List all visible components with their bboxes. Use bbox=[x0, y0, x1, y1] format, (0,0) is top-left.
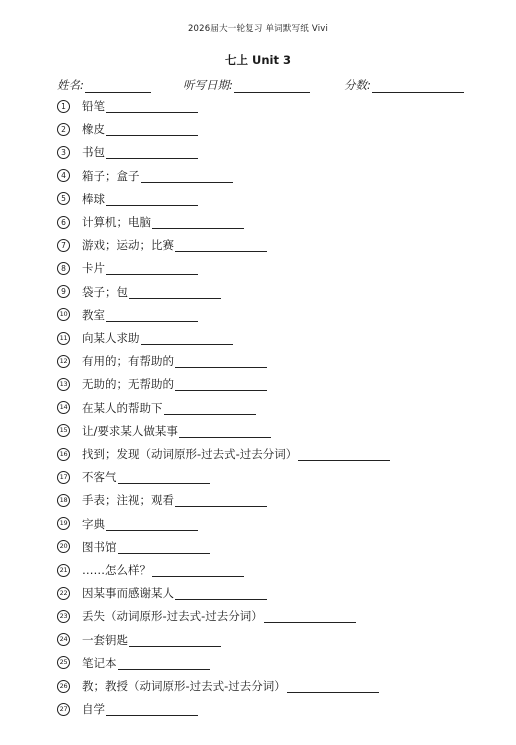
answer-blank[interactable] bbox=[152, 215, 244, 229]
answer-blank[interactable] bbox=[164, 401, 256, 415]
item-prompt: 书包 bbox=[82, 145, 105, 160]
answer-blank[interactable] bbox=[175, 586, 267, 600]
answer-blank[interactable] bbox=[141, 169, 233, 183]
item-prompt: 游戏；运动；比赛 bbox=[82, 238, 174, 253]
item-prompt: 向某人求助 bbox=[82, 331, 140, 345]
answer-blank[interactable] bbox=[287, 679, 379, 693]
list-item bbox=[57, 351, 267, 371]
answer-blank[interactable] bbox=[175, 493, 267, 507]
item-prompt: 无助的；无帮助的 bbox=[82, 377, 174, 392]
answer-blank[interactable] bbox=[175, 354, 267, 368]
answer-blank[interactable] bbox=[106, 702, 198, 716]
item-number: 12 bbox=[57, 355, 70, 368]
name-field bbox=[57, 77, 151, 93]
answer-blank[interactable] bbox=[106, 122, 198, 136]
list-item bbox=[57, 258, 198, 278]
item-prompt: 图书馆 bbox=[82, 539, 117, 554]
list-item bbox=[57, 374, 267, 394]
answer-blank[interactable] bbox=[106, 308, 198, 322]
item-number: 17 bbox=[57, 471, 70, 484]
answer-blank[interactable] bbox=[129, 285, 221, 299]
item-prompt: 有用的；有帮助的 bbox=[82, 354, 174, 369]
list-item bbox=[57, 235, 267, 255]
answer-blank[interactable] bbox=[106, 99, 198, 113]
item-number: 19 bbox=[57, 517, 70, 530]
answer-blank[interactable] bbox=[106, 192, 198, 206]
answer-blank[interactable] bbox=[175, 377, 267, 391]
date-blank[interactable] bbox=[234, 80, 310, 93]
item-number: 14 bbox=[57, 401, 70, 414]
list-item bbox=[57, 328, 233, 348]
item-number: 1 bbox=[57, 100, 70, 113]
item-number: 23 bbox=[57, 610, 70, 623]
item-prompt: 教室 bbox=[82, 307, 105, 322]
item-prompt: 箱子；盒子 bbox=[82, 168, 140, 183]
item-prompt: 教；教授（动词原形-过去式-过去分词） bbox=[82, 679, 286, 693]
item-prompt: 笔记本 bbox=[82, 655, 117, 670]
list-item bbox=[57, 630, 221, 650]
list-item bbox=[57, 166, 233, 186]
answer-blank[interactable] bbox=[106, 145, 198, 159]
list-item bbox=[57, 653, 210, 673]
item-prompt: ……怎么样？ bbox=[82, 563, 151, 577]
item-prompt: 手表；注视；观看 bbox=[82, 493, 174, 508]
item-prompt: 橡皮 bbox=[82, 122, 105, 137]
item-number: 16 bbox=[57, 448, 70, 461]
item-number: 25 bbox=[57, 656, 70, 669]
list-item bbox=[57, 467, 210, 487]
list-item bbox=[57, 583, 267, 603]
item-prompt: 字典 bbox=[82, 516, 105, 531]
item-prompt: 找到；发现（动词原形-过去式-过去分词） bbox=[82, 447, 298, 461]
item-number: 27 bbox=[57, 703, 70, 716]
item-number: 4 bbox=[57, 169, 70, 182]
item-number: 2 bbox=[57, 123, 70, 136]
answer-blank[interactable] bbox=[179, 424, 271, 438]
item-number: 3 bbox=[57, 146, 70, 159]
list-item bbox=[57, 119, 198, 139]
item-prompt: 计算机；电脑 bbox=[82, 215, 151, 229]
item-number: 21 bbox=[57, 564, 70, 577]
list-item bbox=[57, 421, 271, 441]
item-prompt: 卡片 bbox=[82, 261, 105, 276]
item-prompt: 因某事而感谢某人 bbox=[82, 586, 174, 601]
answer-blank[interactable] bbox=[175, 238, 267, 252]
item-prompt: 在某人的帮助下 bbox=[82, 400, 163, 415]
date-label: 听写日期: bbox=[183, 78, 233, 92]
list-item bbox=[57, 444, 390, 464]
list-item bbox=[57, 514, 198, 534]
name-blank[interactable] bbox=[85, 80, 151, 93]
item-number: 6 bbox=[57, 216, 70, 229]
item-prompt: 铅笔 bbox=[82, 99, 105, 113]
item-number: 9 bbox=[57, 285, 70, 298]
item-number: 15 bbox=[57, 424, 70, 437]
answer-blank[interactable] bbox=[118, 540, 210, 554]
item-prompt: 让/要求某人做某事 bbox=[82, 423, 178, 438]
item-prompt: 棒球 bbox=[82, 191, 105, 206]
list-item bbox=[57, 398, 256, 418]
answer-blank[interactable] bbox=[129, 633, 221, 647]
date-field bbox=[183, 77, 310, 93]
item-number: 8 bbox=[57, 262, 70, 275]
item-number: 18 bbox=[57, 494, 70, 507]
answer-blank[interactable] bbox=[141, 331, 233, 345]
list-item bbox=[57, 282, 221, 302]
item-number: 13 bbox=[57, 378, 70, 391]
answer-blank[interactable] bbox=[118, 656, 210, 670]
item-number: 20 bbox=[57, 540, 70, 553]
list-item bbox=[57, 560, 244, 580]
item-number: 24 bbox=[57, 633, 70, 646]
item-prompt: 袋子；包 bbox=[82, 284, 128, 299]
list-item bbox=[57, 699, 198, 719]
page-header: 2026届大一轮复习 单词默写纸 Vivi bbox=[187, 24, 329, 34]
answer-blank[interactable] bbox=[106, 517, 198, 531]
list-item bbox=[57, 142, 198, 162]
item-number: 22 bbox=[57, 587, 70, 600]
answer-blank[interactable] bbox=[152, 563, 244, 577]
answer-blank[interactable] bbox=[298, 447, 390, 461]
score-label: 分数: bbox=[344, 78, 371, 92]
item-prompt: 丢失（动词原形-过去式-过去分词） bbox=[82, 609, 263, 624]
item-number: 11 bbox=[57, 332, 70, 345]
score-blank[interactable] bbox=[372, 80, 464, 93]
answer-blank[interactable] bbox=[118, 470, 210, 484]
item-number: 5 bbox=[57, 192, 70, 205]
item-prompt: 一套钥匙 bbox=[82, 632, 128, 647]
answer-blank[interactable] bbox=[264, 609, 356, 623]
item-number: 10 bbox=[57, 308, 70, 321]
page-title: 七上 Unit 3 bbox=[225, 53, 291, 67]
list-item bbox=[57, 212, 244, 232]
answer-blank[interactable] bbox=[106, 261, 198, 275]
name-label: 姓名: bbox=[57, 78, 84, 92]
list-item bbox=[57, 490, 267, 510]
item-prompt: 自学 bbox=[82, 702, 105, 717]
item-number: 7 bbox=[57, 239, 70, 252]
list-item bbox=[57, 537, 210, 557]
list-item bbox=[57, 676, 379, 696]
score-field bbox=[344, 77, 464, 93]
list-item bbox=[57, 96, 198, 116]
list-item bbox=[57, 189, 198, 209]
list-item bbox=[57, 305, 198, 325]
item-prompt: 不客气 bbox=[82, 470, 117, 485]
list-item bbox=[57, 606, 356, 626]
item-number: 26 bbox=[57, 680, 70, 693]
